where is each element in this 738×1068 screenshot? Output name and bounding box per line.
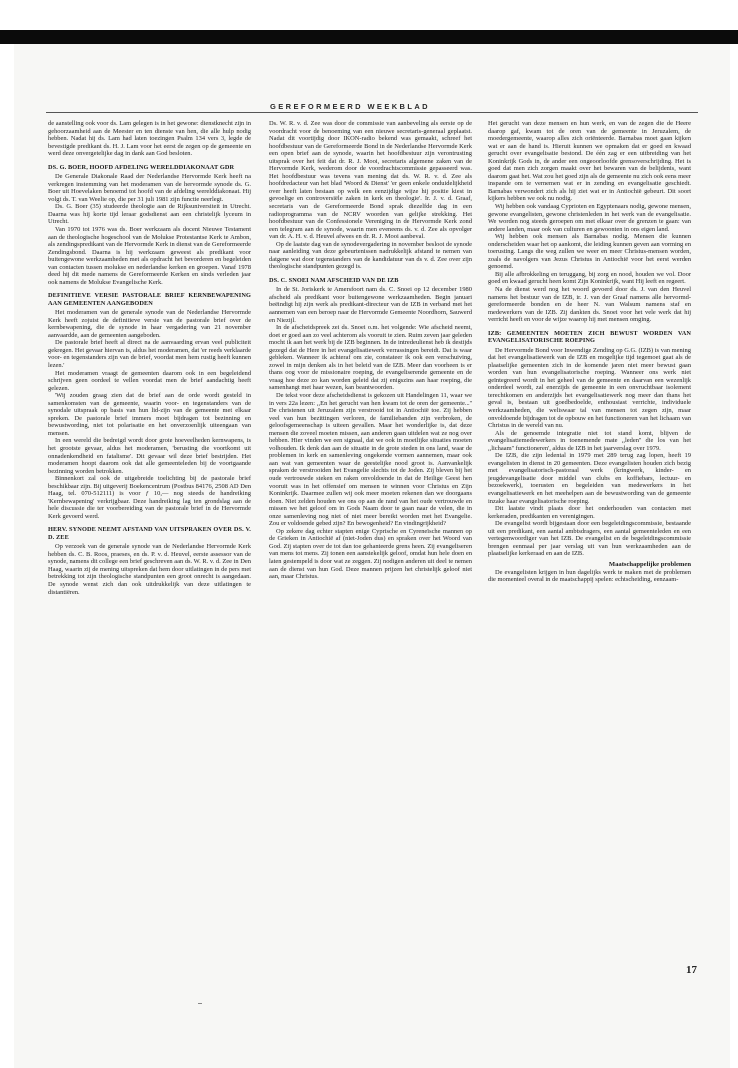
paragraph: Het moderamen vraagt de gemeenten daarom ook in een begeleidend schrijven geen oordeel te vellen voordat men de brief aandachtig heeft gelezen.: [48, 369, 251, 392]
paragraph: In de St. Joriskerk te Amersfoort nam ds. C. Snoei op 12 december 1980 afscheid als predikant voor buitengewone werkzaamheden. Begin januari beëindigt hij zijn werk als predikant-directeur van de IZB in verband met het aannemen van een beroep naar de Hervormde Gemeente Noordhorn, Sauwerd en Niezijl.: [269, 286, 472, 324]
paragraph: Op verzoek van de generale synode van de Nederlandse Hervormde Kerk hebben ds. C. B. Roos, praeses, en ds. P. v. d. Heuvel, eerste assessor van de synode, namens dit college een brief geschreven aan ds. W. R. v. d. Zee in Den Haag, waarin zij de mening uitspreken dat hem door uitlatingen in de pers met betrekking tot zijn theologische standpunten een groot onrecht is aangedaan. De synode wenst zich dan ook uitdrukkelijk van deze uitlatingen te distantiëren.: [48, 543, 251, 596]
paragraph: Dit laatste vindt plaats door het onderhouden van contacten met kerkeraden, predikanten en verenigingen.: [488, 505, 691, 520]
paragraph: De pastorale brief heeft al direct na de aanvaarding ervan veel publiciteit gekregen. Het gevaar hiervan is, aldus het moderamen, dat 'er reeds verklaarde voor- en tegenstanders zijn van de brief, voordat men hem rustig heeft kunnen lezen.': [48, 339, 251, 369]
section-heading: IZB: GEMEENTEN MOETEN ZICH BEWUST WORDEN VAN EVANGELISATORISCHE ROEPING: [488, 329, 691, 345]
paragraph: Van 1970 tot 1976 was ds. Boer werkzaam als docent Nieuwe Testament aan de theologische hogeschool van de Molukse Protestantse Kerk te Ambon, als zendingspredikant van de Hervormde Kerk in dienst van de Gereformeerde Zendingsbond. Daarna is hij werkzaam geweest als predikant voor buitengewone werkzaamheden met als opdracht het bevorderen en begeleiden van contacten tussen molukse en nederlandse kerken en groepen. Vanaf 1978 deed hij dit mede namens de Gereformeerde Kerken en sinds verleden jaar ook namens de Molukse Evangelische Kerk.: [48, 225, 251, 286]
subheading: Maatschappelijke problemen: [608, 560, 691, 568]
paragraph: 'Wij zouden graag zien dat de brief aan de orde wordt gesteld in samenkomsten van de gemeente, waarin voor- en tegenstanders van de synodale uitspraak op basis van hun lid-zijn van de gemeente met elkaar spreken. De pastorale brief immers moet bijdragen tot bezinning en bewustwording, niet tot polarisatie en het onverzoenlijk uiteengaan van mensen.: [48, 392, 251, 437]
running-header: GEREFORMEERD WEEKBLAD: [270, 102, 430, 111]
paragraph: De Hervormde Bond voor Inwendige Zending op G.G. (IZB) is van mening dat het evangelisatiewerk van de IZB en mogelijke tijd tegemoet gaat als de plaatselijke gemeenten zich in de komende jaren niet meer bewust gaan worden van hun evangelisatorische roeping. Wanneer ons werk niet geïntegreerd wordt in het geheel van de gemeente en daarvan een wezenlijk onderdeel wordt, zal enerzijds de gemeente in een onvruchtbaar isolement terechtkomen en anderzijds het evangelisatiewerk nog meer dan thans het geval is, bestaan uit goedbedoelde, enthousiast verrichte, individuele werkzaamheden, die weliswaar tal van mensen tot zegen zijn, maar onvoldoende bijdragen tot de opbouw en het functioneren van het lichaam van Christus in de wereld van nu.: [488, 346, 691, 430]
paragraph: Op zekere dag echter stapten enige Cyprische en Cyreneïsche mannen op de Grieken in Antiochië af (niet-Joden dus) en spraken over het Woord van God. Zij stapten over de tot dan toe gehanteerde grens heen. Zij evangeliseren van mens tot mens. Zij tonen een aanstekelijk geloof, omdat hun hele doen en laten gestempeld is door wat ze zeggen. Zij nodigen anderen uit deel te nemen aan de dienst van hun God. Deze mannen prijzen het christelijk geloof niet aan, maar Christus.: [269, 527, 472, 581]
section-heading: HERV. SYNODE NEEMT AFSTAND VAN UITSPRAKEN OVER DS. V. D. ZEE: [48, 526, 251, 541]
paragraph: Het gerucht van deze mensen en hun werk, en van de zegen die de Heere daarop gaf, kwam tot de oren van de gemeente in Jeruzalem, de moedergemeente, waarop alles zich oriënteerde. Barnabas moet gaan kijken wat er aan de hand is. Hieruit kunnen we opmaken dat er goed en kwaad gerucht over evangelisatie bestond. De één zag er een uitbreiding van het Koninkrijk Gods in, de ander een ongeoorloofde grensoverschrijding. Het is goed dat men zich zorgen maakt over het bewaren van de belijdenis, want daarom gaat het. Wat zou het goed zijn als de gemeente nu zich ook eens meer inspande om te vernemen wat er in zending en evangelisatie geschiedt. Barnabas verwondert zich als hij ziet wat er in Antiochië gebeurt. Dit soort kijkers hebben we ook nu nodig.: [488, 120, 691, 203]
paragraph: Wij hebben ook vandaag Cyprioten en Egyptenaars nodig, gewone mensen, gewone evangelisten, gewone christenleden in het werk van de evangelisatie. We worden nog steeds geroepen om met elkaar over de grenzen te gaan: van andere landen, maar ook van culturen en gewoonten in ons eigen land.: [488, 203, 691, 233]
paragraph: De evangelisten krijgen in hun dagelijks werk te maken met de problemen die momenteel overal in de maatschappij spelen: echtscheiding, eenzaam-: [488, 568, 691, 584]
paragraph: Ds. W. R. v. d. Zee was door de commissie van aanbeveling als eerste op de voordracht voor de benoeming van een nieuwe secretaris-generaal geplaatst. Nadat dit voortijdig door IKON-radio bekend was gemaakt, schreef het hoofdbestuur van de Gereformeerde Bond in de Nederlandse Hervormde Kerk een open brief aan de synode, waarin het hoofdbestuur zijn verontrusting uitsprak over het feit dat dr. R. J. Mooi, secretaris algemene zaken van de Hervormde Kerk, wederom door de voordrachtscommissie gepasseerd was. Het hoofdbestuur was tevens van mening dat ds. W. R. v. d. Zee als hoofdredacteur van het blad 'Woord & Dienst' 'er geen enkele onduidelijkheid over heeft laten bestaan op welk een eenzijdige wijze hij positie kiest in gevoelige en controversiële zaken in kerk en theologie'. Ir. J. v. d. Graaf, secretaris van de Gereformeerde Bond sprak diezelfde dag in een radioprogramma van de NCRV woorden van gelijke strekking. Het hoofdbestuur van de Confessionele Vereniging in de Hervormde Kerk zond een telegram aan de synode, waarin men eveneens ds. v. d. Zee als opvolger van dr. A. H. v. d. Heuvel afwees en dr. R. J. Mooi aanbeval.: [269, 120, 472, 241]
paragraph: De Generale Diakonale Raad der Nederlandse Hervormde Kerk heeft na verkregen instemming van het moderamen van de hervormde synode ds. G. Boer uit Hoevelaken benoemd tot hoofd van de afdeling werelddiakonaat. Hij volgt ds. T. van Weelie op, die per 31 juli 1981 zijn functie neerlegt.: [48, 173, 251, 203]
paragraph: De IZB, die zijn ledental in 1979 met 289 terug zag lopen, heeft 19 evangelisten in dienst in 20 gemeenten. Deze evangelisten houden zich bezig met evangelisatorisch-pastoraal werk (kringwerk, kinder- en jeugdevangelisatie door middel van clubs en koffiebars, lectuur- en bezoekwerk), toerusten en begeleiden van medewerkers in het evangelisatiewerk en het meehelpen aan de bewustwording van de gemeente inzake haar evangelisatorische roeping.: [488, 452, 691, 505]
paragraph: Op de laatste dag van de synodevergadering in november besloot de synode naar aanleiding van deze gebeurtenissen nadrukkelijk afstand te nemen van datgene wat door tegenstanders van de kandidatuur van ds v. d. Zee over zijn theologische standpunten gezegd is.: [269, 240, 472, 271]
paragraph: Wij hebben ook mensen als Barnabas nodig. Mensen die kunnen onderscheiden waar het op aankomt, die leiding kunnen geven aan vorming en toerusting. Langs die weg zullen we weer en meer Christus-mensen worden, zoals de navolgers van Jezus Christus in Antiochië voor het eerst werden genoemd.: [488, 233, 691, 271]
paragraph: In een wereld die bedreigd wordt door grote hoeveelheden kernwapens, is het grootste gevaar, aldus het moderamen, 'berusting die voortkomt uit onnadenkendheid en fatalisme'. Dit gevaar wil deze brief bestrijden. Het moderamen hoopt daarom ook dat alle gemeenteleden bij de voortgaande bezinning worden betrokken.: [48, 437, 251, 475]
paragraph: de aanstelling ook voor ds. Lam gelegen is in het gewone: dienstknecht zijn in gehoorzaamheid aan de Meester en ten dienste van hen, die alle hulp nodig hebben. Nadat hij ds. Lam had laten toezingen Psalm 134 vers 3, legde de bevestigde predikant ds. H. J. Lam voor het eerst de zegen op de gemeente en werd deze onvergetelijke dag in dank aan God besloten.: [48, 120, 251, 158]
column-1: [48, 120, 251, 596]
paragraph: Na de dienst werd nog het woord gevoerd door ds. J. van den Heuvel namens het bestuur van de IZB, ir. J. van der Graaf namens alle hervormd-gereformeerde bonden en de heer N. van Walsum namens staf en medewerkers van de IZB. Zij dankten ds. Snoei voor het vele werk dat hij verricht heeft en voor de wijze waarop hij met mensen omging.: [488, 286, 691, 324]
column-3: [488, 120, 691, 584]
paragraph: Bij alle afbrokkeling en teruggang, bij zorg en nood, houden we vol. Door goed en kwaad gerucht heen komt Zijn Koninkrijk, want Hij leeft en regeert.: [488, 270, 691, 286]
scan-mark: [198, 1003, 202, 1004]
section-heading: DEFINITIEVE VERSIE PASTORALE BRIEF KERNBEWAPENING AAN GEMEENTEN AANGEBODEN: [48, 292, 251, 307]
page-number: 17: [686, 964, 697, 976]
paragraph: Het moderamen van de generale synode van de Nederlandse Hervormde Kerk heeft zojuist de definitieve versie van de pastorale brief over de kernbewapening, die de synode in haar vergadering van 21 november aanvaardde, aan de gemeenten aangeboden.: [48, 309, 251, 339]
paragraph: De tekst voor deze afscheidsdienst is gekozen uit Handelingen 11, waar we in vers 22a lezen: ,,En het gerucht van hen kwam tot de oren der gemeente...'' De christenen uit Jeruzalem zijn verstrooid tot in Antiochië toe. Zij hebben veel van hun bezittingen verloren, de familiebanden zijn verbroken, de geloofsgemeenschap is uiteen gevallen. Maar het wonderlijke is, dat deze mensen die zoveel moeten missen, aan anderen gaan uitdelen wat ze nog over hebben. Hier vinden we een signaal, dat we ook in moeilijke situaties moeten volhouden. Ik denk dan aan de situatie in de grote steden in ons land, waar de problemen in kerk en samenleving ongekende vormen aannemen, maar ook aan wat van gemeenten waar de geestelijke nood groot is. Aanvankelijk spraken de verstrooiden het Evangelie slechts tot de Joden. Zij bleven bij het oude vertrouwde steken en raken onvoldoende in dat de Heilige Geest hen vooruit was in het offensief om mensen te winnen voor Christus en Zijn Koninkrijk. Daarmee zullen wij ook meer moeten rekenen dan we doorgaans doen. Niet zelden houden we ons op aan de rand van het oude vertrouwde en missen we het geloof om in Gods Naam door te gaan naar de velen, die in onze samenleving nog niet of niet meer bereikt worden met het Evangelie. Zou er voldoende gebed zijn? En bewogenheid? En vindingrijkheid?: [269, 392, 472, 528]
section-heading: DS. C. SNOEI NAM AFSCHEID VAN DE IZB: [269, 276, 399, 284]
paragraph: Als de genoemde integratie niet tot stand komt, blijven de evangelisatiemedewerkers in toenemende mate ,,leden'' die los van het ,,lichaam'' functioneren', aldus de IZB in het jaarverslag over 1979.: [488, 429, 691, 452]
column-2: [269, 120, 472, 581]
paragraph: Ds. G. Boer (35) studeerde theologie aan de Rijksuniversiteit in Utrecht. Daarna was hij korte tijd leraar godsdienst aan een christelijk lyceum in Utrecht.: [48, 203, 251, 226]
paragraph: In de afscheidspreek zei ds. Snoei o.m. het volgende: Wie afscheid neemt, doet er goed aan zo veel achterom als vooruit te zien. Ruim zeven jaar geleden mocht ik aan het werk bij de IZB beginnen. In de intredeulienst heb ik destijds gezegd dat de Here in het evangelisatiewerk verrassingen bereidt. Dat is waar gebleken. Wanneer ik achteraf om zie, constateer ik ook een verschuiving, zowel in mijn denken als in het beleid van de IZB. Meer dan voorheen is er thans oog voor de missionaire roeping, de evangeliserende gemeente en de vraag hoe deze zo kan worden geleid dat zij enigszins aan haar roeping, die samenhangt met haar wezen, kan beantwoorden.: [269, 324, 472, 392]
paragraph: Binnenkort zal ook de uitgebreide toelichting bij de pastorale brief beschikbaar zijn. Bij uitgeverij Boekencentrum (Postbus 84176, 2508 AD Den Haag, tel. 070-512111) is voor ƒ 10,— nog steeds de handreiking 'Kernbewapening' verkrijgbaar. Deze handreiking lag ten grondslag aan de hele discussie die ter voorbereiding van de pastorale brief in de Hervormde Kerk gevoerd werd.: [48, 475, 251, 520]
section-heading: DS. G. BOER, HOOFD AFDELING WERELDDIAKONAAT GDR: [48, 163, 235, 171]
header-rule: [46, 112, 698, 113]
paragraph: De evangelist wordt bijgestaan door een begeleidingscommissie, bestaande uit een predikant, een aantal ambtsdragers, een aantal gemeenteleden en een vertegenwoordiger van het IZB. De evangelist en de begeleidingscommissie brengen eenmaal per jaar verslag uit van hun werkzaamheden aan de plaatselijke kerkeraad en aan de IZB.: [488, 520, 691, 558]
top-black-bar: [0, 30, 738, 44]
